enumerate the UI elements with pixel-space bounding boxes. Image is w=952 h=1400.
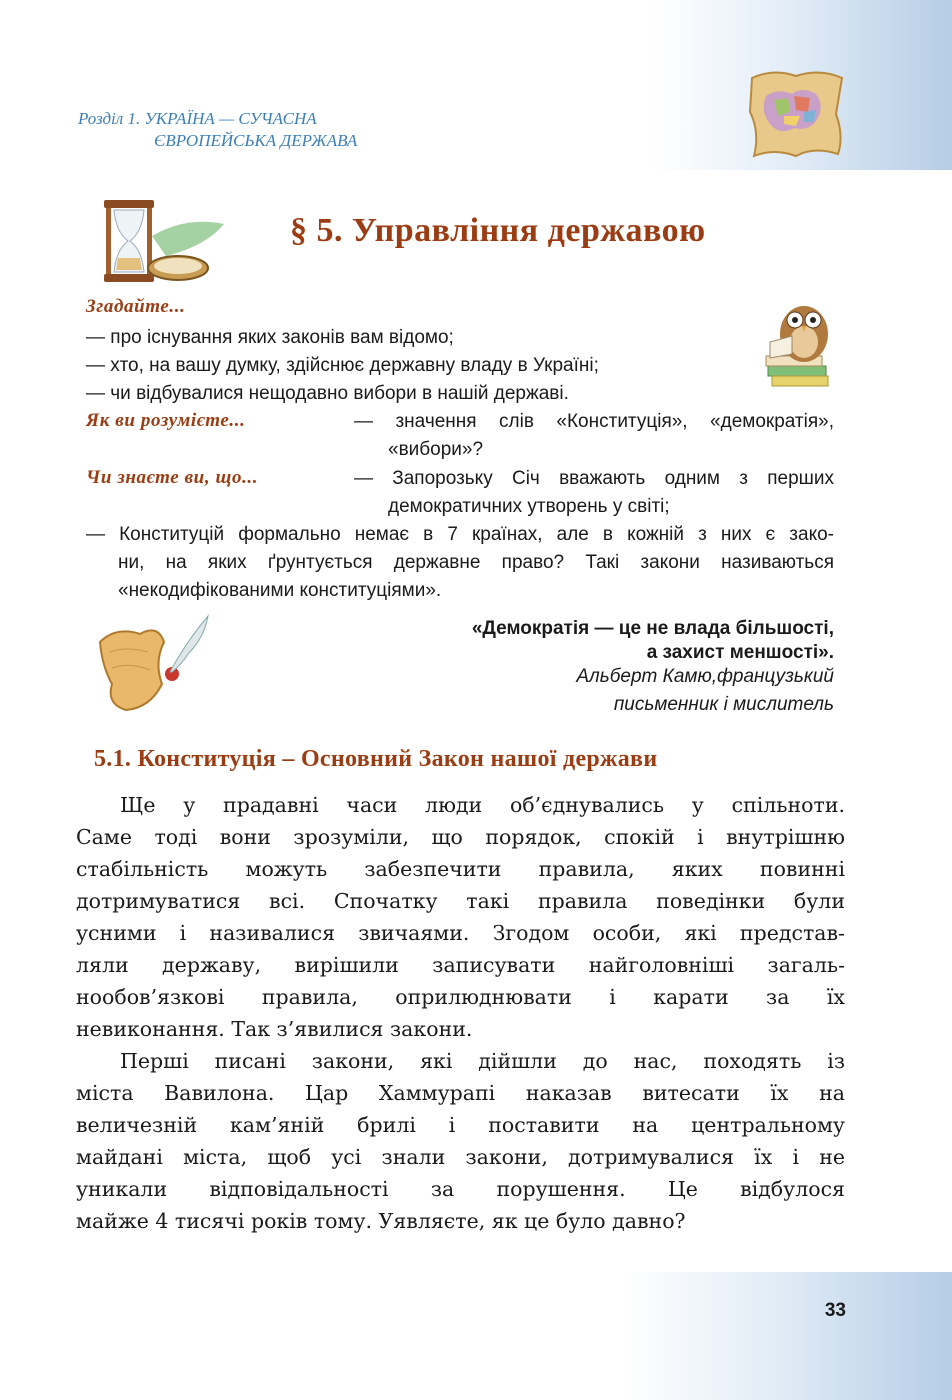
body-line: Перші писані закони, які дійшли до нас, походять із xyxy=(120,1049,845,1073)
page-number: 33 xyxy=(824,1300,846,1321)
section-title: 5.1. Конституція – Основний Закон нашої держави xyxy=(94,746,658,772)
understand-line: «вибори»? xyxy=(388,439,484,460)
body-line: стабільність можуть забезпечити правила, яких повинні xyxy=(76,857,845,881)
body-line: величезній кам’яній брилі і поставити на центральному xyxy=(76,1113,845,1137)
body-line: Саме тоді вони зрозуміли, що порядок, спокій і внутрішню xyxy=(76,825,845,849)
europe-map-icon xyxy=(744,66,848,160)
understand-line: — значення слів «Конституція», «демократія», xyxy=(354,411,834,432)
running-head-line1: Розділ 1. УКРАЇНА — СУЧАСНА xyxy=(78,109,317,128)
body-line: нообов’язкові правила, оприлюднювати і карати за їх xyxy=(76,985,845,1009)
running-head-line2: ЄВРОПЕЙСЬКА ДЕРЖАВА xyxy=(154,131,358,150)
know-line: демократичних утворень у світі; xyxy=(388,496,670,517)
footer-gradient xyxy=(622,1272,952,1400)
know-line: — Конституцій формально немає в 7 країнах, але в кожній з них є зако- xyxy=(86,524,834,545)
understand-label: Як ви розумієте... xyxy=(86,410,246,431)
scroll-quill-icon xyxy=(96,612,216,716)
hourglass-icon xyxy=(96,196,226,288)
remember-item: — хто, на вашу думку, здійснює державну владу в Україні; xyxy=(86,355,599,376)
owl-reading-icon xyxy=(762,296,842,392)
remember-item: — про існування яких законів вам відомо; xyxy=(86,327,454,348)
body-line: усними і називалися звичаями. Згодом особи, які представ- xyxy=(76,921,845,945)
know-line: — Запорозьку Січ вважають одним з перших xyxy=(354,468,834,489)
body-line: ляли державу, вирішили записувати найголовніші загаль- xyxy=(76,953,845,977)
body-line: дотримуватися всі. Спочатку такі правила поведінки були xyxy=(76,889,845,913)
quote-author: письменник і мислитель xyxy=(613,694,834,715)
quote-line: «Демократія — це не влада більшості, xyxy=(471,618,834,639)
body-line: уникали відповідальності за порушення. Це відбулося xyxy=(76,1177,845,1201)
paragraph-title: § 5. Управління державою xyxy=(290,212,706,249)
body-line: Ще у прадавні часи люди об’єднувались у спільноти. xyxy=(120,793,845,817)
remember-item: — чи відбувалися нещодавно вибори в нашій державі. xyxy=(86,383,569,404)
know-label: Чи знаєте ви, що... xyxy=(86,467,259,488)
quote-line: а захист меншості». xyxy=(646,642,834,663)
body-line: невиконання. Так з’явилися закони. xyxy=(76,1017,473,1041)
quote-author: Альберт Камю,французький xyxy=(576,666,834,687)
body-line: майдані міста, щоб усі знали закони, дотримувалися їх і не xyxy=(76,1145,845,1169)
remember-label: Згадайте... xyxy=(86,296,186,317)
running-head xyxy=(78,108,357,152)
know-line: «некодифікованими конституціями». xyxy=(118,580,442,601)
body-line: міста Вавилона. Цар Хаммурапі наказав витесати їх на xyxy=(76,1081,845,1105)
know-line: ни, на яких ґрунтується державне право? Такі закони називаються xyxy=(118,552,834,573)
body-line: майже 4 тисячі років тому. Уявляєте, як це було давно? xyxy=(76,1209,686,1233)
